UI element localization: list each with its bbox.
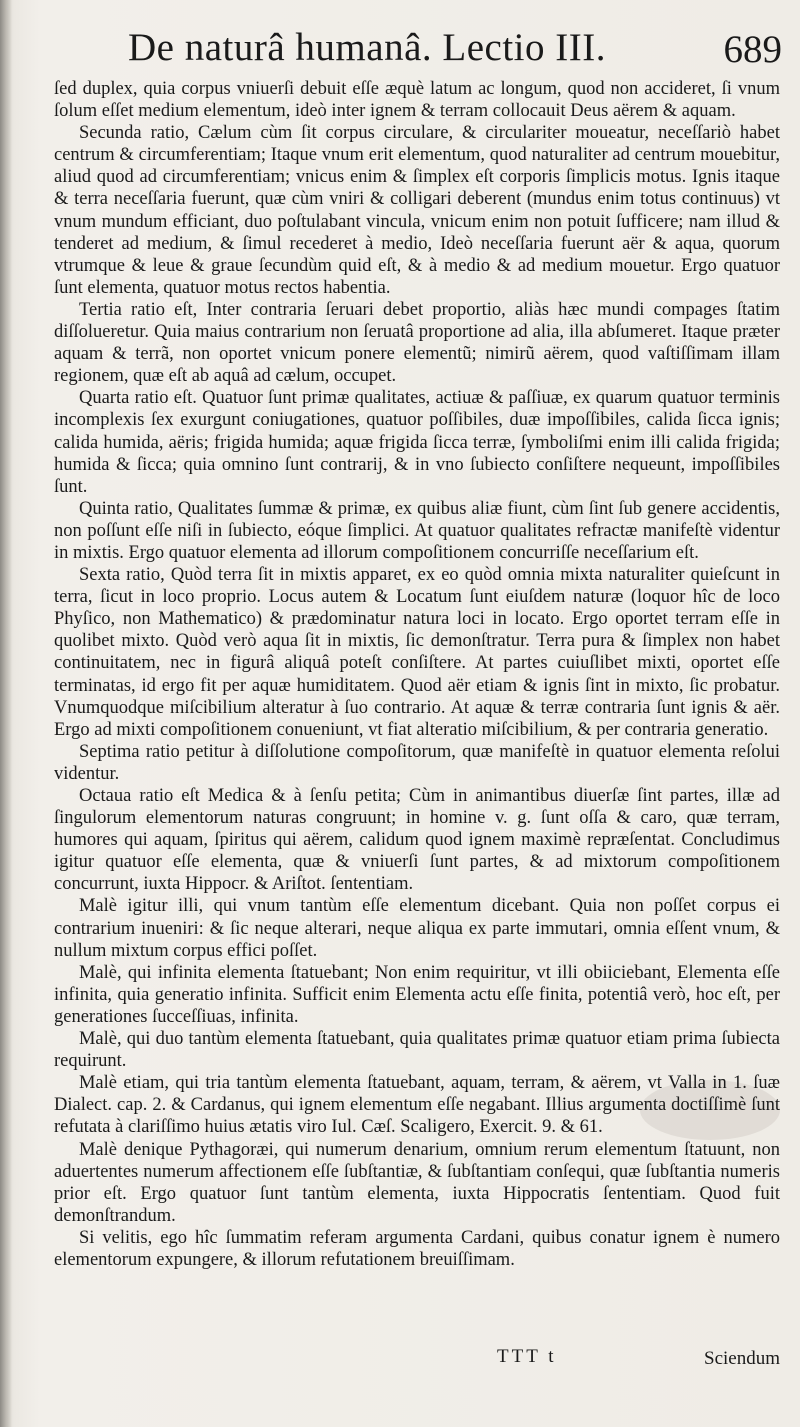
page-gutter-shadow bbox=[0, 0, 12, 1427]
page-header bbox=[128, 24, 782, 72]
catchword: Sciendum bbox=[704, 1348, 780, 1369]
paragraph: ſed duplex, quia corpus vniuerſi debuit eſſe æquè latum ac longum, quod non accideret, ſi vnum ſolum eſſet medium elementum, ideò inter ignem & terram collocauit Deus aërem & aquam. bbox=[54, 79, 780, 122]
paragraph: Malè, qui duo tantùm elementa ſtatuebant, quia qualitates primæ quatuor etiam prima ſubiecta requirunt. bbox=[54, 1029, 780, 1072]
paragraph: Septima ratio petitur à diſſolutione compoſitorum, quæ manifeſtè in quatuor elementa reſolui videntur. bbox=[54, 741, 780, 784]
paragraph: Si velitis, ego hîc ſummatim referam argumenta Cardani, quibus conatur ignem è numero elementorum expungere, & illorum refutationem breuiſſimam. bbox=[54, 1227, 780, 1270]
paragraph: Secunda ratio, Cælum cùm ſit corpus circulare, & circulariter moueatur, neceſſariò habet centrum & circumferentiam; Itaque vnum erit elementum, quod naturaliter ad centrum mouebitur, aliud quod ad circumferentiam; vnicus enim & ſimplex eſt corporis ſimplicis motus. Ignis itaque & terra neceſſaria fuerunt, quæ cùm vniri & colligari deberent (mundus enim totus continuus) vt vnum mundum efficiant, duo poſtulabant vincula, vnicum enim non potuit ſufficere; nam illud & tenderet ad medium, & ſimul recederet à medio, Ideò neceſſaria fuerunt aër & aqua, quorum vtrumque & leue & graue ſecundùm quid eſt, & à medio & ad medium mouetur. Ergo quatuor ſunt elementa, quatuor motus rectos habentia. bbox=[54, 123, 780, 298]
paragraph: Malè, qui infinita elementa ſtatuebant; Non enim requiritur, vt illi obiiciebant, Elementa eſſe infinita, quia generatio infinita. Sufficit enim Elementa actu eſſe finita, potentiâ verò, hoc eſt, per generationes ſucceſſiuas, infinita. bbox=[54, 962, 780, 1027]
running-title: De naturâ humanâ. Lectio III. bbox=[128, 26, 606, 69]
paragraph: Quinta ratio, Qualitates ſummæ & primæ, ex quibus aliæ fiunt, cùm ſint ſub genere accidentis, non poſſunt eſſe niſi in ſubiecto, eóque ſimplici. At quatuor qualitates refractæ manifeſtè videntur in mixtis. Ergo quatuor elementa ad illorum compoſitionem concurriſſe neceſſarium eſt. bbox=[54, 498, 780, 563]
paragraph: Malè denique Pythagoræi, qui numerum denarium, omnium rerum elementum ſtatuunt, non aduertentes numerum affectionem eſſe ſubſtantiæ, & ſubſtantiam conſequi, quæ ſubſtantia numeris prior eſt. Ergo quatuor ſunt tantùm elementa, iuxta Hippocratis ſententiam. Quod fuit demonſtrandum. bbox=[54, 1139, 780, 1226]
paragraph: Quarta ratio eſt. Quatuor ſunt primæ qualitates, actiuæ & paſſiuæ, ex quarum quatuor terminis incomplexis ſex exurgunt coniugationes, quatuor poſſibiles, duæ impoſſibiles, calida ſicca ignis; calida humida, aëris; frigida humida; aquæ frigida ſicca terræ, ſymboliſmi enim illi calida frigida; humida & ſicca; quia omnino ſunt contrarij, & in vno ſubiecto conſiſtere nequeunt, impoſſibiles ſunt. bbox=[54, 388, 780, 497]
paragraph: Sexta ratio, Quòd terra ſit in mixtis apparet, ex eo quòd omnia mixta naturaliter quieſcunt in terra, ſicut in loco proprio. Locus autem & Locatum ſunt eiuſdem naturæ (loquor hîc de loco Phyſico, non Mathematico) & prædominatur natura loci in locato. Ergo oportet terram eſſe in quolibet mixto. Quòd verò aqua ſit in mixtis, ſic demonſtratur. Terra pura & ſimplex non habet continuitatem, nec in figurâ aliquâ poteſt conſiſtere. At partes cuiuſlibet mixti, oportet eſſe terminatas, id ergo fit per aquæ humiditatem. Quod aër etiam & ignis ſint in mixto, ſic probatur. Vnumquodque miſcibilium alteratur à ſuo contrario. At aquæ & terræ contraria ſunt ignis & aër. Ergo ad mixti compoſitionem conueniunt, vt fiat alteratio miſcibilium, & per contraria generatio. bbox=[54, 565, 780, 740]
signature-mark: TTT t bbox=[497, 1346, 557, 1367]
paragraph: Malè igitur illi, qui vnum tantùm eſſe elementum dicebant. Quia non poſſet corpus ei contrarium inueniri: & ſic neque alterari, neque aliqua ex parte immutari, omnia eſſent vnum, & nullum mixtum corpus effici poſſet. bbox=[54, 896, 780, 961]
body-text bbox=[54, 78, 780, 1271]
paragraph: Tertia ratio eſt, Inter contraria ſeruari debet proportio, aliàs hæc mundi compages ſtatim diſſolueretur. Quia maius contrarium non ſeruatâ proportione ad alia, illa abſumeret. Itaque præter aquam & terrã, non oportet vnicum ponere elementũ; nimirũ aërem, quod vaſtiſſimam illam regionem, quæ eſt ab aquâ ad cælum, occupet. bbox=[54, 299, 780, 387]
page-footer bbox=[54, 1346, 780, 1372]
paragraph: Octaua ratio eſt Medica & à ſenſu petita; Cùm in animantibus diuerſæ ſint partes, illæ ad ſingulorum elementorum naturas congruunt; in homine v. g. ſunt oſſa & caro, quæ terram, humores qui aquam, ſpiritus qui aërem, calidum quod ignem maximè repræſentat. Concludimus igitur quatuor eſſe elementa, quæ & vniuerſi ſunt partes, & ad mixtorum compoſitionem concurrunt, iuxta Hippocr. & Ariſtot. ſententiam. bbox=[54, 786, 780, 895]
paragraph: Malè etiam, qui tria tantùm elementa ſtatuebant, aquam, terram, & aërem, vt Valla in 1. ſuæ Dialect. cap. 2. & Cardanus, qui ignem elementum eſſe negabant. Illius argumenta doctiſſimè ſunt refutata à clariſſimo huius ætatis viro Iul. Cæſ. Scaligero, Exercit. 9. & 61. bbox=[54, 1073, 780, 1138]
page-number: 689 bbox=[723, 28, 782, 71]
